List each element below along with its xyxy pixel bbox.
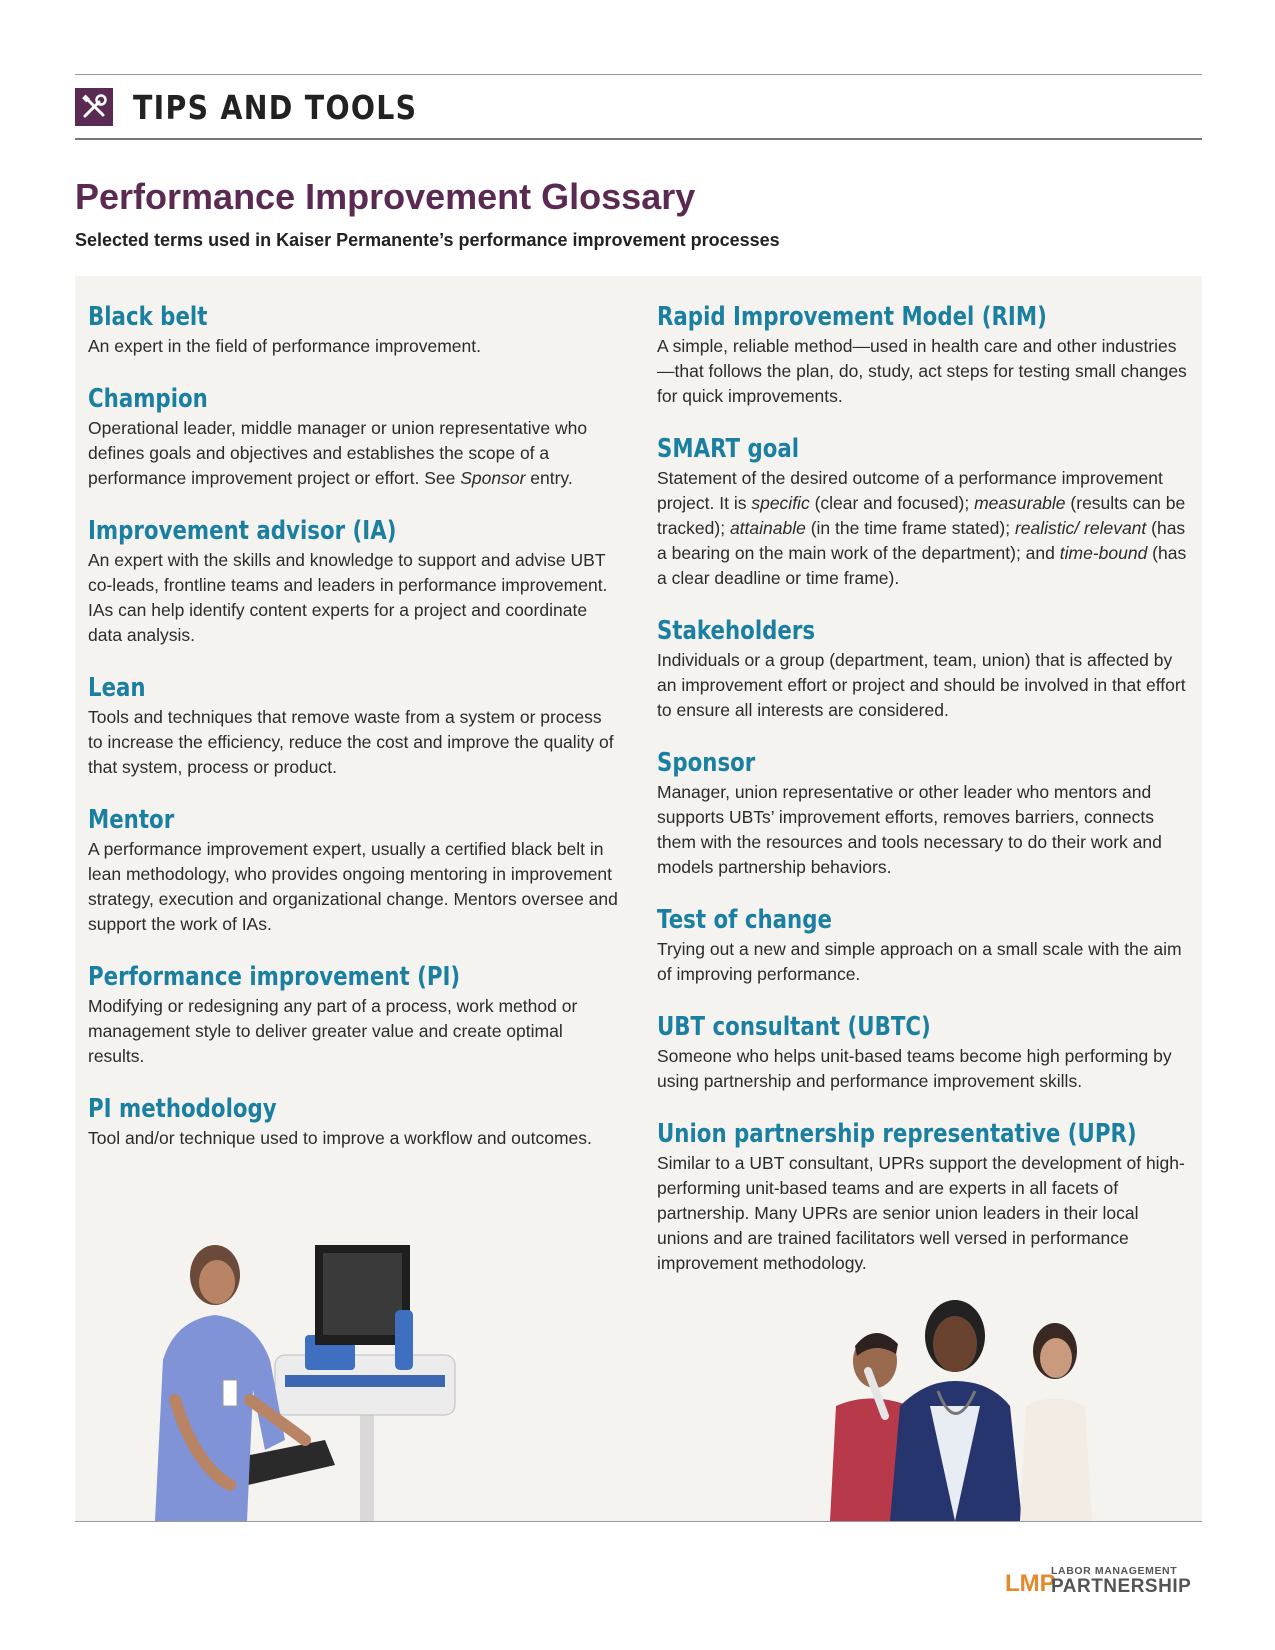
glossary-entry-stakeholders xyxy=(657,614,1187,723)
svg-text:LMP: LMP xyxy=(1005,1570,1056,1597)
glossary-term: Black belt xyxy=(88,302,208,332)
logo-line-1: LABOR MANAGEMENT xyxy=(1051,1565,1178,1578)
section-header xyxy=(75,88,1202,126)
glossary-definition: Trying out a new and simple approach on a small scale with the aim of improving performance. xyxy=(657,939,1182,984)
glossary-term: Sponsor xyxy=(657,748,756,778)
glossary-term: UBT consultant (UBTC) xyxy=(657,1012,931,1042)
glossary-entry-sponsor xyxy=(657,746,1187,880)
glossary-term: Rapid Improvement Model (RIM) xyxy=(657,302,1047,332)
glossary-term: Test of change xyxy=(657,905,832,935)
glossary-entry-pi-methodology xyxy=(88,1092,618,1151)
page-title: Performance Improvement Glossary xyxy=(75,176,696,217)
glossary-entry-rim xyxy=(657,300,1187,409)
page-subtitle: Selected terms used in Kaiser Permanente’s performance improvement processes xyxy=(75,230,780,250)
glossary-term: Champion xyxy=(88,384,208,414)
glossary-entry-improvement-advisor xyxy=(88,514,618,648)
glossary-entry-performance-improvement xyxy=(88,960,618,1069)
glossary-term: Lean xyxy=(88,673,146,703)
bottom-rule xyxy=(75,1521,1202,1522)
glossary-definition: Individuals or a group (department, team, union) that is affected by an improvement effort or project and should be involved in that effort to ensure all interests are considered. xyxy=(657,650,1186,720)
lmp-logo xyxy=(1005,1565,1202,1597)
header-rule xyxy=(75,138,1202,140)
glossary-term: Improvement advisor (IA) xyxy=(88,516,397,546)
glossary-definition: A performance improvement expert, usually a certified black belt in lean methodology, who provides ongoing mentoring in improvement strategy, execution and organizational change. Mentors oversee and support the work of IAs. xyxy=(88,839,618,934)
header-title: TIPS AND TOOLS xyxy=(133,87,418,127)
glossary-definition: Tools and techniques that remove waste from a system or process to increase the efficiency, reduce the cost and improve the quality of that system, process or product. xyxy=(88,707,614,777)
glossary-term: PI methodology xyxy=(88,1094,277,1124)
glossary-definition: Operational leader, middle manager or union representative who defines goals and objectives and establishes the scope of a performance improvement project or effort. See Sponsor entry. xyxy=(88,418,588,488)
glossary-term: Stakeholders xyxy=(657,616,816,646)
glossary-definition: Manager, union representative or other leader who mentors and supports UBTs’ improvement efforts, removes barriers, connects them with the resources and tools necessary to do their work and models partnership behaviors. xyxy=(657,782,1162,877)
lmp-logo-mark xyxy=(1005,1566,1056,1597)
glossary-right-column xyxy=(657,300,1187,1299)
glossary-definition: A simple, reliable method—used in health care and other industries—that follows the plan, do, study, act steps for testing small changes for quick improvements. xyxy=(657,336,1187,406)
glossary-definition: Someone who helps unit-based teams become high performing by using partnership and performance improvement skills. xyxy=(657,1046,1172,1091)
glossary-entry-black-belt xyxy=(88,300,618,359)
tools-icon xyxy=(75,88,113,126)
glossary-entry-lean xyxy=(88,671,618,780)
logo-line-2: PARTNERSHIP xyxy=(1051,1575,1192,1597)
glossary-definition: Statement of the desired outcome of a performance improvement project. It is specific (clear and focused); measurable (results can be tracked); attainable (in the time frame stated); realistic/ relevant (has a bearing on the main work of the department); and time-bound (has a clear deadline or time frame). xyxy=(657,468,1187,588)
top-rule xyxy=(75,74,1202,75)
glossary-term: Performance improvement (PI) xyxy=(88,962,461,992)
glossary-definition: An expert with the skills and knowledge to support and advise UBT co-leads, frontline teams and leaders in performance improvement. IAs can help identify content experts for a project and coordinate data analysis. xyxy=(88,550,608,645)
glossary-entry-champion xyxy=(88,382,618,491)
glossary-definition: Tool and/or technique used to improve a workflow and outcomes. xyxy=(88,1128,592,1148)
glossary-term: SMART goal xyxy=(657,434,800,464)
glossary-definition: An expert in the field of performance improvement. xyxy=(88,336,481,356)
glossary-entry-upr xyxy=(657,1117,1187,1276)
glossary-term: Mentor xyxy=(88,805,175,835)
glossary-left-column xyxy=(88,300,618,1174)
staff-group-photo xyxy=(830,1296,1130,1521)
glossary-entry-ubt-consultant xyxy=(657,1010,1187,1094)
glossary-entry-test-of-change xyxy=(657,903,1187,987)
glossary-definition: Similar to a UBT consultant, UPRs support the development of high-performing unit-based teams and are experts in all facets of partnership. Many UPRs are senior union leaders in their local unions and are trained facilitators well versed in performance improvement methodology. xyxy=(657,1153,1185,1273)
glossary-entry-smart-goal xyxy=(657,432,1187,591)
nurse-at-workstation-photo xyxy=(155,1250,495,1521)
glossary-term: Union partnership representative (UPR) xyxy=(657,1119,1137,1149)
glossary-definition: Modifying or redesigning any part of a process, work method or management style to deliver greater value and create optimal results. xyxy=(88,996,578,1066)
glossary-entry-mentor xyxy=(88,803,618,937)
